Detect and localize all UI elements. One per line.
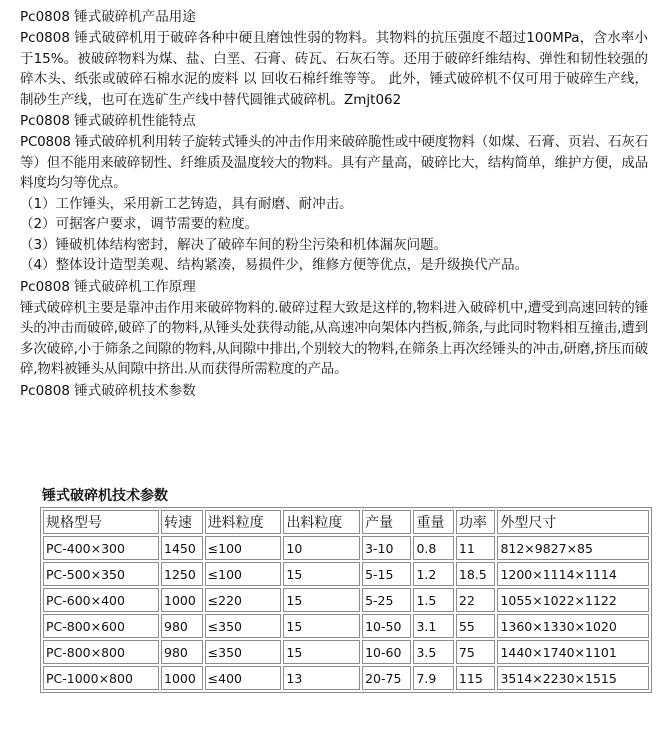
cell-speed: 980 [161, 640, 203, 664]
cell-power: 75 [456, 640, 496, 664]
cell-power: 18.5 [456, 562, 496, 586]
specs-figure [40, 485, 652, 693]
cell-speed: 1250 [161, 562, 203, 586]
section-specs-title: Pc0808 锤式破碎机技术参数 [20, 382, 196, 399]
header-dimensions: 外型尺寸 [497, 510, 649, 534]
cell-capacity: 5-25 [362, 588, 411, 612]
cell-capacity: 3-10 [362, 536, 411, 560]
cell-capacity: 10-50 [362, 614, 411, 638]
cell-speed: 1000 [161, 588, 203, 612]
cell-speed: 1000 [161, 666, 203, 690]
cell-model: PC-500×350 [43, 562, 159, 586]
cell-feed-size: ≤350 [205, 640, 282, 664]
section-features-paragraph: PC0808 锤式破碎机利用转子旋转式锤头的冲击作用来破碎脆性或中硬度物料（如煤、石膏、页岩、石灰石等）但不能用来破碎韧性、纤维质及温度较大的物料。具有产量高，破碎比大，结构简单，维护方便，成品料度均匀等优点。 [20, 134, 648, 191]
table-header-row [43, 510, 649, 534]
section-principle-paragraph: 锤式破碎机主要是靠冲击作用来破碎物料的.破碎过程大致是这样的,物料进入破碎机中,遭受到高速回转的锤头的冲击而破碎,破碎了的物料,从锤头处获得动能,从高速冲向架体内挡板,筛条,与此同时物料相互撞击,遭到多次破碎,小于筛条之间隙的物料,从间隙中排出,个别较大的物料,在筛条上再次经锤头的冲击,研磨,挤压而破碎,物料被锤头从间隙中挤出.从而获得所需粒度的产品。 [20, 299, 648, 377]
section-principle-title: Pc0808 锤式破碎机工作原理 [20, 278, 196, 295]
cell-dimensions: 1200×1114×1114 [497, 562, 649, 586]
cell-output-size: 13 [283, 666, 360, 690]
cell-power: 11 [456, 536, 496, 560]
specs-table [40, 507, 652, 693]
feature-item-2: （2）可据客户要求，调节需要的粒度。 [20, 216, 259, 232]
cell-power: 55 [456, 614, 496, 638]
cell-dimensions: 1055×1022×1122 [497, 588, 649, 612]
cell-output-size: 15 [283, 562, 360, 586]
header-weight: 重量 [413, 510, 453, 534]
cell-feed-size: ≤400 [205, 666, 282, 690]
cell-speed: 1450 [161, 536, 203, 560]
table-row [43, 666, 649, 690]
table-row [43, 562, 649, 586]
cell-weight: 3.5 [413, 640, 453, 664]
header-capacity: 产量 [362, 510, 411, 534]
cell-feed-size: ≤100 [205, 536, 282, 560]
header-output-size: 出料粒度 [283, 510, 360, 534]
cell-dimensions: 1440×1740×1101 [497, 640, 649, 664]
header-speed: 转速 [161, 510, 203, 534]
section-features-title: Pc0808 锤式破碎机性能特点 [20, 113, 196, 129]
cell-model: PC-600×400 [43, 588, 159, 612]
cell-dimensions: 812×9827×85 [497, 536, 649, 560]
cell-feed-size: ≤220 [205, 588, 282, 612]
header-power: 功率 [456, 510, 496, 534]
feature-item-3: （3）锤破机体结构密封，解决了破碎车间的粉尘污染和机体漏灰问题。 [20, 236, 448, 253]
cell-weight: 0.8 [413, 536, 453, 560]
cell-weight: 3.1 [413, 614, 453, 638]
cell-weight: 1.2 [413, 562, 453, 586]
header-feed-size: 进料粒度 [205, 510, 282, 534]
cell-weight: 7.9 [413, 666, 453, 690]
header-model: 规格型号 [43, 510, 159, 534]
feature-item-4: （4）整体设计造型美观、结构紧凑，易损件少，维修方便等优点，是升级换代产品。 [20, 257, 529, 273]
section-usage-title: Pc0808 锤式破碎机产品用途 [20, 9, 196, 25]
cell-model: PC-1000×800 [43, 666, 159, 690]
cell-model: PC-400×300 [43, 536, 159, 560]
table-row [43, 640, 649, 664]
cell-feed-size: ≤350 [205, 614, 282, 638]
cell-capacity: 5-15 [362, 562, 411, 586]
cell-power: 22 [456, 588, 496, 612]
cell-speed: 980 [161, 614, 203, 638]
cell-output-size: 15 [283, 614, 360, 638]
cell-output-size: 10 [283, 536, 360, 560]
section-usage-paragraph: Pc0808 锤式破碎机用于破碎各种中硬且磨蚀性弱的物料。其物料的抗压强度不超过100MPa，含水率小于15%。被破碎物料为煤、盐、白垩、石膏、砖瓦、石灰石等。还用于破碎纤维结构、弹性和韧性较强的碎木头、纸张或破碎石棉水泥的废料 以 回收石棉纤维等等。 此外，锤式破碎机不仅可用于破碎生产线，制砂生产线，也可在选矿生产线中替代圆锥式破碎机。Zmjt062 [20, 30, 648, 108]
cell-feed-size: ≤100 [205, 562, 282, 586]
cell-capacity: 20-75 [362, 666, 411, 690]
table-title: 锤式破碎机技术参数 [42, 488, 168, 504]
cell-output-size: 15 [283, 640, 360, 664]
cell-model: PC-800×800 [43, 640, 159, 664]
cell-output-size: 15 [283, 588, 360, 612]
table-row [43, 536, 649, 560]
feature-item-1: （1）工作锤头，采用新工艺铸造，具有耐磨、耐冲击。 [20, 195, 353, 212]
table-row [43, 588, 649, 612]
cell-weight: 1.5 [413, 588, 453, 612]
cell-dimensions: 1360×1330×1020 [497, 614, 649, 638]
table-row [43, 614, 649, 638]
cell-model: PC-800×600 [43, 614, 159, 638]
cell-power: 115 [456, 666, 496, 690]
cell-dimensions: 3514×2230×1515 [497, 666, 649, 690]
cell-capacity: 10-60 [362, 640, 411, 664]
article [20, 6, 648, 402]
